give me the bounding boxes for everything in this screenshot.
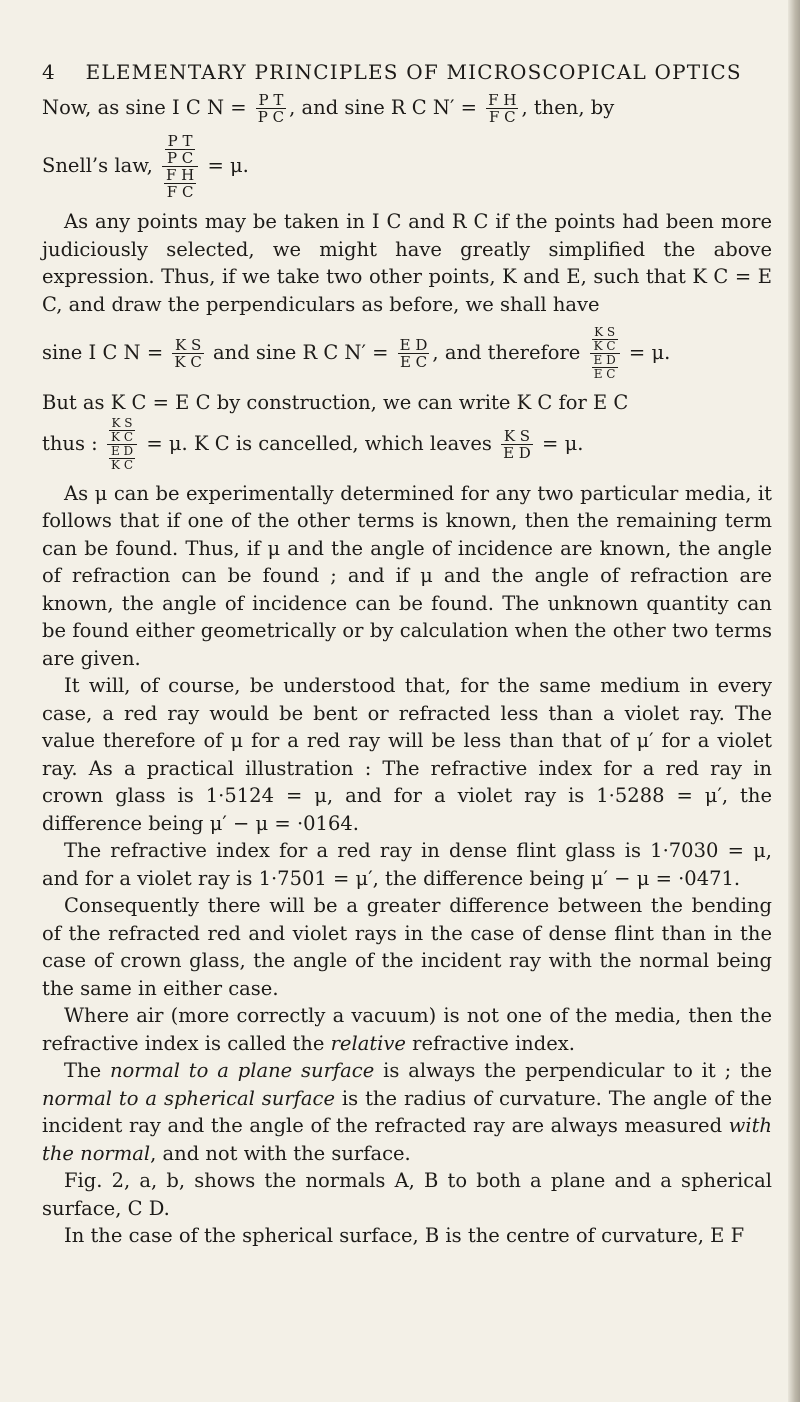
fraction-fh-fc (486, 92, 518, 125)
running-title: ELEMENTARY PRINCIPLES OF MICROSCOPICAL OPTICS (85, 60, 742, 84)
frac-den: E C (593, 367, 616, 381)
compound-fraction-cancelled (107, 417, 137, 472)
compound-fraction-ks-ed (590, 326, 620, 381)
frac-num: E D (399, 336, 428, 354)
paragraph-3: It will, of course, be understood that, for the same medium in every case, a red ray would be bent or refracted less than a violet ray. The value therefore of μ for a red ray will be less than that of μ′ for a violet ray. As a practical illustration : The refractive index for a red ray in crown glass is 1·5124 = μ, and for a violet ray is 1·5288 = μ′, the difference being μ′ − μ = ·0164. (42, 674, 772, 835)
paragraph-but: But as K C = E C by construction, we can write K C for E C (42, 391, 629, 414)
frac-den: F C (166, 183, 194, 201)
book-page-edge (788, 0, 800, 1402)
text: , and not with the surface. (150, 1141, 411, 1165)
frac-num: E D (110, 443, 134, 458)
frac-den: F C (488, 108, 516, 126)
equation-sines (42, 92, 772, 125)
frac-den: E C (399, 353, 428, 371)
frac-den: P C (257, 108, 285, 126)
frac-den: K C (174, 353, 202, 371)
equation-thus (42, 417, 772, 472)
frac-den-cancelled: K C (111, 457, 134, 472)
frac-num: K S (501, 428, 533, 445)
emphasis: relative (330, 1031, 406, 1055)
text: is always the perpendicular to it ; the (374, 1059, 772, 1082)
paragraph-4: The refractive index for a red ray in dense flint glass is 1·7030 = μ, and for a violet ray is 1·7501 = μ′, the difference being μ′ − μ = ·0471. (42, 839, 772, 890)
fraction-ed-ec (398, 337, 430, 370)
paragraph-7 (42, 1057, 772, 1167)
frac-den (107, 445, 137, 472)
eq-text: , and therefore (432, 341, 581, 364)
frac-num: F H (165, 166, 195, 184)
emphasis: normal to a plane surface (109, 1059, 375, 1082)
fraction-ks-ed (501, 428, 533, 461)
emphasis: with the normal (42, 1114, 772, 1165)
fraction-pt-pc (256, 92, 286, 125)
frac-num (107, 417, 137, 445)
frac-num: F H (488, 91, 517, 109)
paragraph-8: Fig. 2, a, b, shows the normals A, B to both a plane and a spherical surface, C D. (42, 1169, 772, 1220)
frac-num: P T (165, 133, 195, 150)
page-number: 4 (42, 60, 56, 84)
eq-text: , then, by (521, 96, 615, 119)
paragraph-9: In the case of the spherical surface, B is the centre of curvature, E F (64, 1224, 745, 1247)
eq-text: sine I C N = (42, 341, 164, 364)
paragraph-6 (42, 1002, 772, 1057)
eq-text: and sine R C N′ = (213, 341, 389, 364)
frac-num: E D (593, 353, 616, 367)
equation-ks-ed (42, 326, 772, 381)
text: refractive index. (405, 1031, 575, 1055)
page-body (42, 92, 772, 1250)
eq-text: Snell’s law, (42, 154, 153, 177)
equation-snell (42, 133, 772, 200)
frac-num (162, 133, 198, 167)
frac-num (590, 326, 620, 354)
paragraph-5: Consequently there will be a greater difference between the bending of the refracted red and violet rays in the case of dense flint than in the case of crown glass, the angle of the incident ray with the normal being the same in either case. (42, 894, 772, 1000)
frac-den: K C (593, 339, 616, 353)
paragraph-1: As any points may be taken in I C and R C if the points had been more judiciously selected, we might have greatly simplified the above expression. Thus, if we take two other points, K and E, such that K C = E C, and draw the perpendiculars as before, we shall have (42, 210, 772, 316)
emphasis: normal to a spherical surface (42, 1086, 335, 1110)
frac-den (162, 167, 198, 200)
compound-fraction-snell (162, 133, 198, 200)
eq-text: = μ. K C is cancelled, which leaves (146, 431, 492, 455)
text: The (64, 1059, 110, 1082)
text: is the radius of curvature. The angle of the incident ray and the angle of the refracted ray are always measured (42, 1086, 773, 1137)
frac-den: E D (503, 443, 531, 462)
text: Where air (more correctly a vacuum) is not one of the media, then the refractive index is called the (42, 1004, 772, 1055)
frac-num: K S (172, 337, 203, 354)
frac-den (590, 354, 620, 381)
fraction-ks-kc (172, 337, 203, 370)
eq-text: thus : (42, 431, 98, 455)
eq-text: , and sine R C N′ = (289, 96, 477, 119)
frac-den: P C (166, 149, 194, 167)
frac-den-cancelled: K C (111, 429, 134, 444)
eq-text: Now, as sine I C N = (42, 96, 247, 119)
frac-num: K S (592, 326, 618, 340)
running-header (42, 60, 772, 84)
frac-num: K S (109, 417, 135, 431)
eq-text: = μ. (542, 431, 584, 455)
frac-num: P T (256, 92, 286, 109)
eq-text: = μ. (628, 341, 671, 364)
eq-text: = μ. (207, 154, 249, 177)
paragraph-2: As μ can be experimentally determined for any two particular media, it follows that if one of the other terms is known, then the remaining term can be found. Thus, if μ and the angle of incidence are known, the angle of refraction can be found ; and if μ and the angle of refraction are known, the angle of incidence can be found. The unknown quantity can be found either geometrically or by calculation when the other two terms are given. (42, 481, 772, 670)
